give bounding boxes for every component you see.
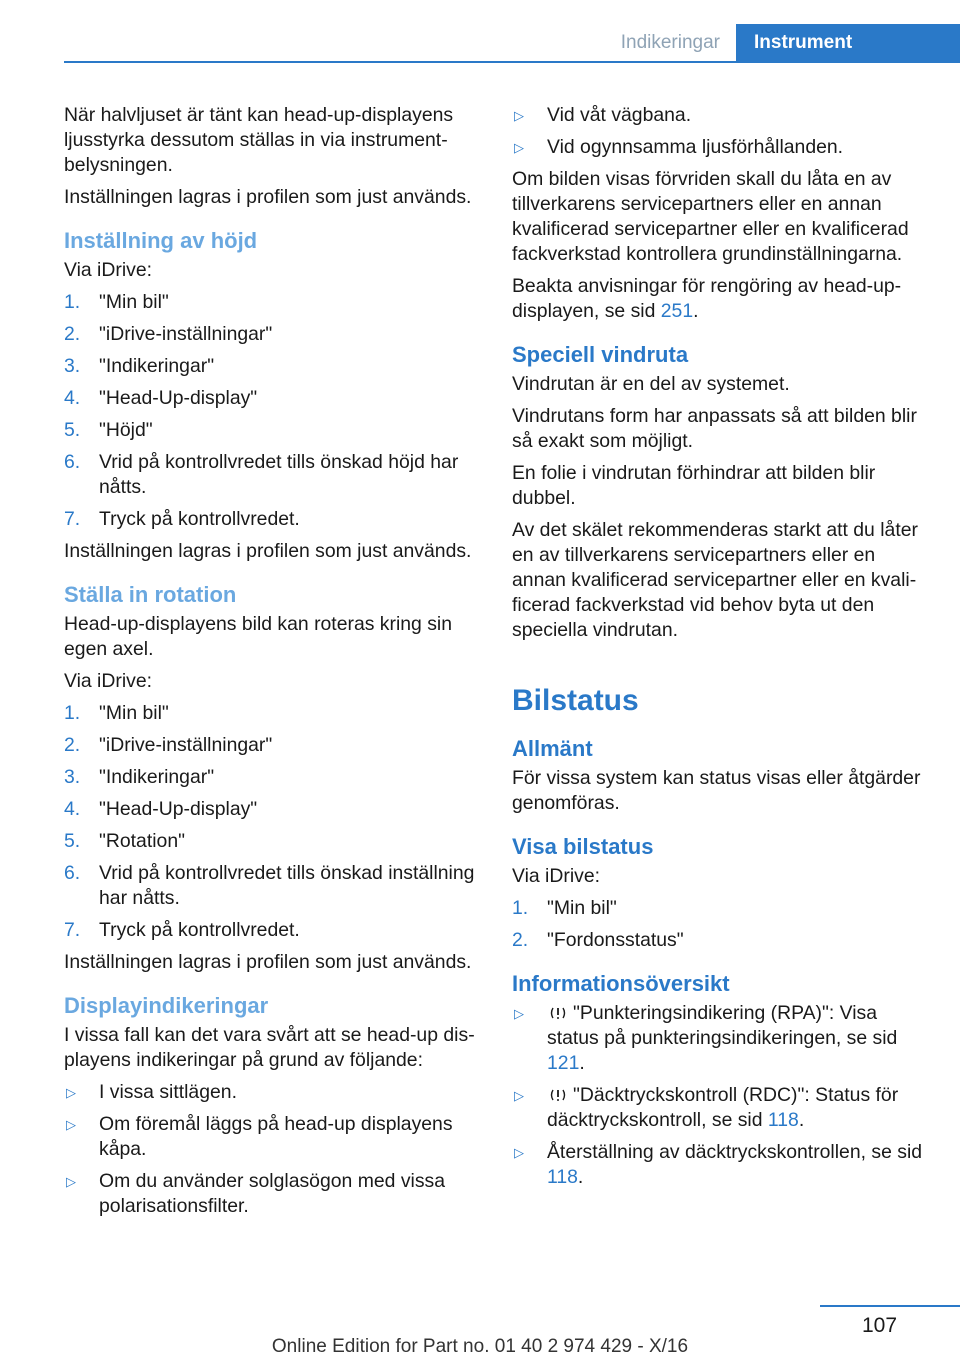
- heading-general: Allmänt: [512, 736, 593, 761]
- page-ref-link[interactable]: 121: [547, 1052, 580, 1074]
- list-item: 3. "Indikeringar": [64, 355, 215, 377]
- list-item: 3. "Indikeringar": [64, 766, 215, 788]
- list-item: 7. Tryck på kontrollvredet.: [64, 919, 300, 941]
- list-item: 4. "Head-Up-display": [64, 798, 258, 820]
- intro-note: Inställningen lagras i profilen som just används.: [64, 186, 472, 208]
- list-item: ▷ Vid våt vägbana.: [514, 104, 692, 126]
- windshield-text-2: Vindrutans form har anpassats så att bilden blir så exakt som möjligt.: [512, 405, 917, 452]
- distorted-image-paragraph: Om bilden visas förvriden skall du låta en av tillverkarens servicepartners eller en annan kvalificerad servicepartner eller en kvalificerad fackverkstad kontrollera grundinställningarna.: [512, 168, 909, 265]
- list-item: 6. Vrid på kontrollvredet tills önskad höjd har nåtts.: [64, 451, 459, 498]
- display-conditions-list: [64, 1080, 482, 1219]
- rotation-note: Inställningen lagras i profilen som just används.: [64, 951, 472, 973]
- page-number: 107: [862, 1314, 898, 1337]
- right-column: [512, 103, 930, 1197]
- triangle-bullet-icon: ▷: [514, 1145, 524, 1160]
- list-item: 5. "Rotation": [64, 830, 185, 852]
- page-ref-link[interactable]: 251: [660, 300, 694, 322]
- vehicle-status-steps: [512, 896, 930, 953]
- footer-rule: [820, 1305, 960, 1307]
- height-steps-list: [64, 290, 482, 532]
- left-column: [64, 103, 482, 1226]
- list-item: ▷ "Däcktryckskontroll (RDC)": Status för däcktryckskontroll, se sid 118.: [514, 1084, 899, 1131]
- list-item: 1. "Min bil": [64, 702, 169, 724]
- list-item: ▷ "Punkteringsindikering (RPA)": Visa status på punkteringsindikeringen, se sid 121.: [514, 1002, 898, 1074]
- page-ref-link[interactable]: 118: [547, 1166, 578, 1188]
- list-item: ▷ Om föremål läggs på head-up displayens kåpa.: [66, 1113, 453, 1160]
- triangle-bullet-icon: ▷: [514, 1088, 524, 1103]
- general-text: För vissa system kan status visas eller åtgärder genomföras.: [512, 767, 921, 814]
- list-item: 2. "iDrive-inställningar": [64, 323, 273, 345]
- list-item: 6. Vrid på kontrollvredet tills önskad inställning har nåtts.: [64, 862, 475, 909]
- list-item: ▷ Återställning av däcktryckskontrollen, se sid 118.: [514, 1141, 923, 1188]
- heading-display-indications: Displayindikeringar: [64, 993, 269, 1018]
- header-chapter: Instrument: [736, 24, 960, 62]
- via-idrive-label: Via iDrive:: [64, 670, 153, 692]
- triangle-bullet-icon: ▷: [514, 108, 524, 123]
- via-idrive-label: Via iDrive:: [64, 259, 153, 281]
- triangle-bullet-icon: ▷: [514, 1006, 524, 1021]
- heading-rotation: Ställa in rotation: [64, 582, 237, 607]
- triangle-bullet-icon: ▷: [66, 1085, 76, 1100]
- list-item: ▷ Vid ogynnsamma ljusförhållanden.: [514, 136, 844, 158]
- edition-footer: Online Edition for Part no. 01 40 2 974 429 - X/16: [271, 1336, 689, 1357]
- list-item: 2. "Fordonsstatus": [512, 929, 684, 951]
- tire-warning-icon: [549, 1087, 567, 1103]
- page-header: [605, 24, 960, 62]
- header-rule: [64, 61, 960, 63]
- triangle-bullet-icon: ▷: [66, 1117, 76, 1132]
- windshield-text-4: Av det skälet rekommenderas starkt att du låter en av tillverkarens servicepartners eller en annan kvalificerad servicepartner eller en kvalificerad fackverkstad vid behov byta ut den speciella vindrutan.: [512, 519, 918, 641]
- rotation-text: Head-up-displayens bild kan roteras kring sin egen axel.: [64, 613, 453, 660]
- cleaning-paragraph: Beakta anvisningar för rengöring av head-up-displayen, se sid 251.: [512, 275, 902, 322]
- triangle-bullet-icon: ▷: [514, 140, 524, 155]
- heading-info-overview: Informationsöversikt: [512, 971, 730, 996]
- intro-paragraph: När halvljuset är tänt kan head-up-displayens ljusstyrka dessutom ställas in via instrumentbelysningen.: [64, 104, 454, 176]
- info-overview-list: [512, 1001, 930, 1190]
- triangle-bullet-icon: ▷: [66, 1174, 76, 1189]
- windshield-text-1: Vindrutan är en del av systemet.: [512, 373, 790, 395]
- page-ref-link[interactable]: 118: [767, 1109, 799, 1131]
- tire-warning-icon: [549, 1005, 567, 1021]
- list-item: 7. Tryck på kontrollvredet.: [64, 508, 300, 530]
- via-idrive-label: Via iDrive:: [512, 865, 601, 887]
- list-item: 1. "Min bil": [512, 897, 617, 919]
- heading-show-vehicle-status: Visa bilstatus: [512, 834, 654, 859]
- rotation-steps-list: [64, 701, 482, 943]
- heading-height-setting: Inställning av höjd: [64, 228, 258, 253]
- heading-special-windshield: Speciell vindruta: [512, 342, 689, 367]
- list-item: 2. "iDrive-inställningar": [64, 734, 273, 756]
- header-section: Indikeringar: [620, 32, 720, 53]
- list-item: ▷ I vissa sittlägen.: [66, 1081, 237, 1103]
- windshield-text-3: En folie i vindrutan förhindrar att bilden blir dubbel.: [512, 462, 876, 509]
- conditions-continued-list: [512, 103, 930, 160]
- display-indications-text: I vissa fall kan det vara svårt att se head-up displayens indikeringar på grund av följande:: [64, 1024, 475, 1071]
- height-note: Inställningen lagras i profilen som just används.: [64, 540, 472, 562]
- list-item: 1. "Min bil": [64, 291, 169, 313]
- list-item: 5. "Höjd": [64, 419, 153, 441]
- list-item: ▷ Om du använder solglasögon med vissa polarisationsfilter.: [66, 1170, 445, 1217]
- list-item: 4. "Head-Up-display": [64, 387, 258, 409]
- heading-vehicle-status: Bilstatus: [512, 684, 639, 717]
